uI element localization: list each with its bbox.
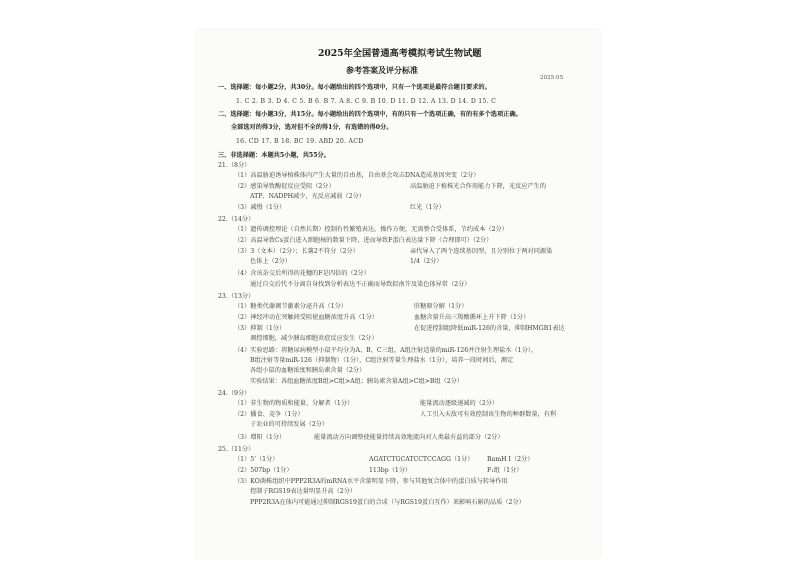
q24-line: 能量流动方向调整使能量持续高效地流向对人类最有益的部分（2分） <box>314 434 504 441</box>
answer-key-page <box>196 30 600 558</box>
q25-line: PPP2R3A在体内可能通过抑制RGS19蛋白的合成（与RGS19蛋白互作）来影响石斛的品质（2分） <box>250 499 525 506</box>
q23-line: （2）神经冲动在突触间受阻使血糖浓度升高（1分） <box>234 314 378 321</box>
q25-line: AGATCTGCATCCTCCAGG（1分） <box>369 456 474 463</box>
q22-line: （3）3（文本）（2分）；长薯2不符分（2分） <box>234 248 359 255</box>
q21-line: （1）高温胁迫诱导植株体内产生大量的自由基，自由基会攻击DNA造成基因突变（2分） <box>234 172 480 179</box>
q22-line: 亲代导入了两个连续基因型，且分别位于两对同源染 <box>410 248 553 255</box>
q21-line: （2）感染导致酶促反应受阻（2分） <box>234 183 335 190</box>
q22-line: （2）高温导致Cs蛋白进入细胞核的数量下降，进而导致F蛋白表达量下降（合理即可）（2分） <box>234 237 493 244</box>
q23-line: （3）抑制（1分） <box>234 325 286 332</box>
q21-line: 红光（1分） <box>410 204 445 211</box>
q25-line: 控制子RGS19表达量明显升高（2分） <box>250 488 357 495</box>
section2-heading-cont: 全部选对的得3分，选对但不全的得1分，有选错的得0分。 <box>231 124 393 131</box>
q23-line: 在促进控制组降低miR-126的含量，抑制HMGB1表达 <box>414 325 565 332</box>
q25-label: 25.（11分） <box>218 446 255 453</box>
q25-line: F₁组（1分） <box>487 467 523 474</box>
q24-label: 24.（9分） <box>218 390 251 397</box>
section2-answers: 16. CD 17. B 18. BC 19. ABD 20. ACD <box>236 138 364 145</box>
q25-line: （1）5'（1分） <box>234 456 279 463</box>
q21-line: 高温胁迫下植株光合作用能力下降，光反应产生的 <box>410 183 547 190</box>
section3-heading: 三、非选择题：本题共5小题，共55分。 <box>218 152 330 159</box>
q24-line: 人工引入天敌可有效控制该生物的种群数量，有利 <box>420 411 557 418</box>
q22-line: 通过自交后代不分离自身找到分析表达不正确而导致拟南芥及染色体异常（2分） <box>250 281 471 288</box>
q22-line: 1/4（2分） <box>410 258 443 265</box>
q23-line: 肝糖原分解（1分） <box>414 303 468 310</box>
q22-line: 色体上（2分） <box>250 258 292 265</box>
q25-line: （2）507bp（1分） <box>234 467 293 474</box>
q24-line: （2）播食、竞争（1分） <box>234 411 304 418</box>
q24-line: （1）非生物的物质和能量、分解者（1分） <box>234 400 354 407</box>
q22-line: （4）含该杂交后所得的花穗的F是四倍的（2分） <box>234 270 370 277</box>
q25-line: 113bp（1分） <box>369 467 412 474</box>
page-subtitle: 参考答案及评分标准 <box>346 65 418 75</box>
q23-line: 各组小鼠的血糖浓度和胰岛素含量（2分） <box>250 367 366 374</box>
q21-line: （3）减慢（1分） <box>234 204 286 211</box>
section1-heading: 一、选择题：每小题2分，共30分。每小题给出的四个选项中，只有一个选项是最符合题目要求的。 <box>218 84 491 91</box>
q25-line: BamH I（2分） <box>487 456 534 463</box>
q24-line: 于农业的可持续发展（2分） <box>250 421 329 428</box>
q23-line: B组注射等量miR-126（抑制物）（1分），C组注射等量生理盐水（1分），培养一段时间后，测定 <box>250 357 514 364</box>
q22-line: （1）遗传调控理论（自然长期）控制有性繁殖表达，操作方便，无需整合受体系，节约成本（2分） <box>234 226 508 233</box>
q23-label: 23.（13分） <box>218 293 255 300</box>
section1-answers: 1. C 2. B 3. D 4. C 5. B 6. B 7. A 8. C 9. B 10. D 11. D 12. A 13. D 14. D 15. C <box>236 98 497 105</box>
q21-line: ATP、NADPH减少，光反应减弱（2分） <box>250 193 366 200</box>
q25-line: （3）KO菌株组织中PPP2R3A的mRNA水平含量明显下降，参与其他复合体中的蛋白质与转导作用 <box>234 478 508 485</box>
q23-line: 实验结果：各组血糖浓度B组>C组>A组；胰岛素含量A组>C组>B组（2分） <box>250 378 464 385</box>
q21-label: 21.（8分） <box>218 162 251 169</box>
q23-line: （4）实验思路：将糖尿病模型小鼠平均分为A、B、C三组，A组注射适量的miR-126并注射生理盐水（1分）， <box>234 347 538 354</box>
section2-heading: 二、选择题：每小题3分，共15分。每小题给出的四个选项中，有的只有一个选项正确，有的有多个选项正确。 <box>218 111 522 118</box>
page-title: 2025年全国普通高考模拟考试生物试题 <box>318 48 482 59</box>
q24-line: 能量流动逐级递减的（2分） <box>420 400 499 407</box>
q23-line: 血糖含量升高三羧酸循环上升下降（1分） <box>414 314 530 321</box>
q24-line: （3）增阳（1分） <box>234 434 286 441</box>
q23-line: （1）糖类代谢调节激素分泌升高（1分） <box>234 303 348 310</box>
document-date: 2025.05 <box>540 75 564 81</box>
q22-label: 22.（14分） <box>218 216 255 223</box>
q23-line: 调控细胞，减少胰岛细胞炎症反应发生（2分） <box>250 335 378 342</box>
